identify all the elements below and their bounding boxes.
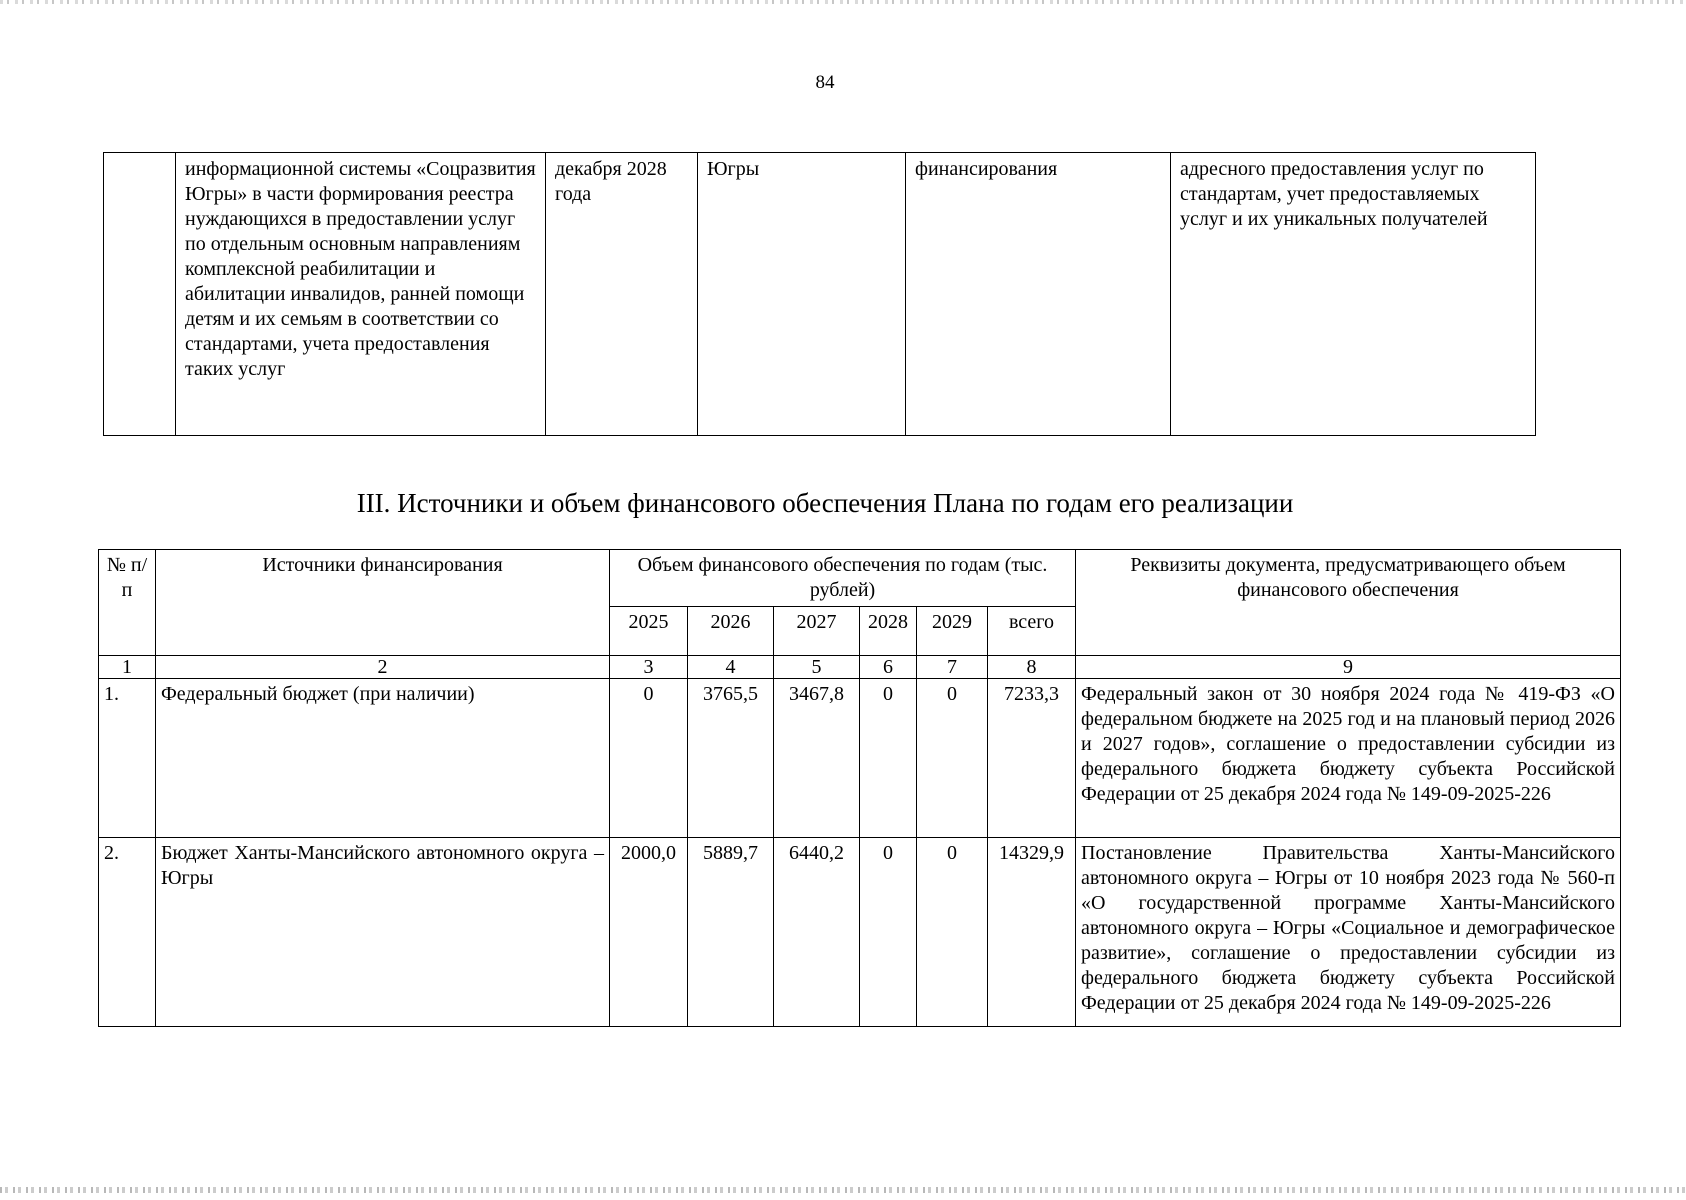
row-number: 2. — [99, 838, 156, 1027]
row-total: 7233,3 — [988, 679, 1076, 838]
column-index: 5 — [774, 656, 860, 679]
row-value: 5889,7 — [688, 838, 774, 1027]
row-source: Федеральный бюджет (при наличии) — [156, 679, 610, 838]
row-total: 14329,9 — [988, 838, 1076, 1027]
row-value: 3467,8 — [774, 679, 860, 838]
cell-number — [104, 153, 176, 436]
column-index: 3 — [610, 656, 688, 679]
header-requisites: Реквизиты документа, предусматривающего объем финансового обеспечения — [1076, 550, 1621, 656]
column-index: 9 — [1076, 656, 1621, 679]
row-value: 0 — [917, 838, 988, 1027]
row-requisites: Федеральный закон от 30 ноября 2024 года № 419-ФЗ «О федеральном бюджете на 2025 год и на плановый период 2026 и 2027 годов», соглашение о предоставлении субсидии из федерального бюджета бюджету субъекта Российской Федерации от 25 декабря 2024 года № 149-09-2025-226 — [1076, 679, 1621, 838]
continuation-table — [103, 152, 1536, 436]
header-year: 2028 — [860, 607, 917, 656]
cell-responsible: Югры — [698, 153, 906, 436]
header-volume: Объем финансового обеспечения по годам (тыс. рублей) — [610, 550, 1076, 607]
row-value: 6440,2 — [774, 838, 860, 1027]
row-value: 0 — [860, 679, 917, 838]
row-requisites: Постановление Правительства Ханты-Мансийского автономного округа – Югры от 10 ноября 2023 года № 560-п «О государственной программе Ханты-Мансийского автономного округа – Югры «Социальное и демографическое развитие», соглашение о предоставлении субсидии из федерального бюджета бюджету субъекта Российской Федерации от 25 декабря 2024 года № 149-09-2025-226 — [1076, 838, 1621, 1027]
table-row — [99, 679, 1621, 838]
row-value: 0 — [860, 838, 917, 1027]
cell-result: адресного предоставления услуг по стандартам, учет предоставляемых услуг и их уникальных получателей — [1171, 153, 1536, 436]
row-value: 3765,5 — [688, 679, 774, 838]
table-row — [104, 153, 1536, 436]
header-source: Источники финансирования — [156, 550, 610, 656]
column-index: 7 — [917, 656, 988, 679]
row-value: 0 — [917, 679, 988, 838]
finance-table — [98, 549, 1621, 1027]
scan-edge-top — [0, 0, 1686, 4]
header-year: 2025 — [610, 607, 688, 656]
row-value: 2000,0 — [610, 838, 688, 1027]
header-number: № п/п — [99, 550, 156, 656]
row-number: 1. — [99, 679, 156, 838]
scan-edge-bottom — [0, 1187, 1686, 1193]
column-index: 2 — [156, 656, 610, 679]
column-index-row — [99, 656, 1621, 679]
cell-deadline: декабря 2028 года — [546, 153, 698, 436]
column-index: 8 — [988, 656, 1076, 679]
header-total: всего — [988, 607, 1076, 656]
cell-measure: информационной системы «Соцразвития Югры» в части формирования реестра нуждающихся в предоставлении услуг по отдельным основным направлениям комплексной реабилитации и абилитации инвалидов, ранней помощи детям и их семьям в соответствии со стандартами, учета предоставления таких услуг — [176, 153, 546, 436]
header-year: 2027 — [774, 607, 860, 656]
column-index: 4 — [688, 656, 774, 679]
column-index: 6 — [860, 656, 917, 679]
row-source: Бюджет Ханты-Мансийского автономного округа – Югры — [156, 838, 610, 1027]
column-index: 1 — [99, 656, 156, 679]
row-value: 0 — [610, 679, 688, 838]
table-header-row — [99, 550, 1621, 607]
cell-financing: финансирования — [906, 153, 1171, 436]
header-year: 2029 — [917, 607, 988, 656]
page-number: 84 — [815, 72, 835, 93]
section-title: III. Источники и объем финансового обеспечения Плана по годам его реализации — [356, 488, 1294, 518]
header-year: 2026 — [688, 607, 774, 656]
table-row — [99, 838, 1621, 1027]
